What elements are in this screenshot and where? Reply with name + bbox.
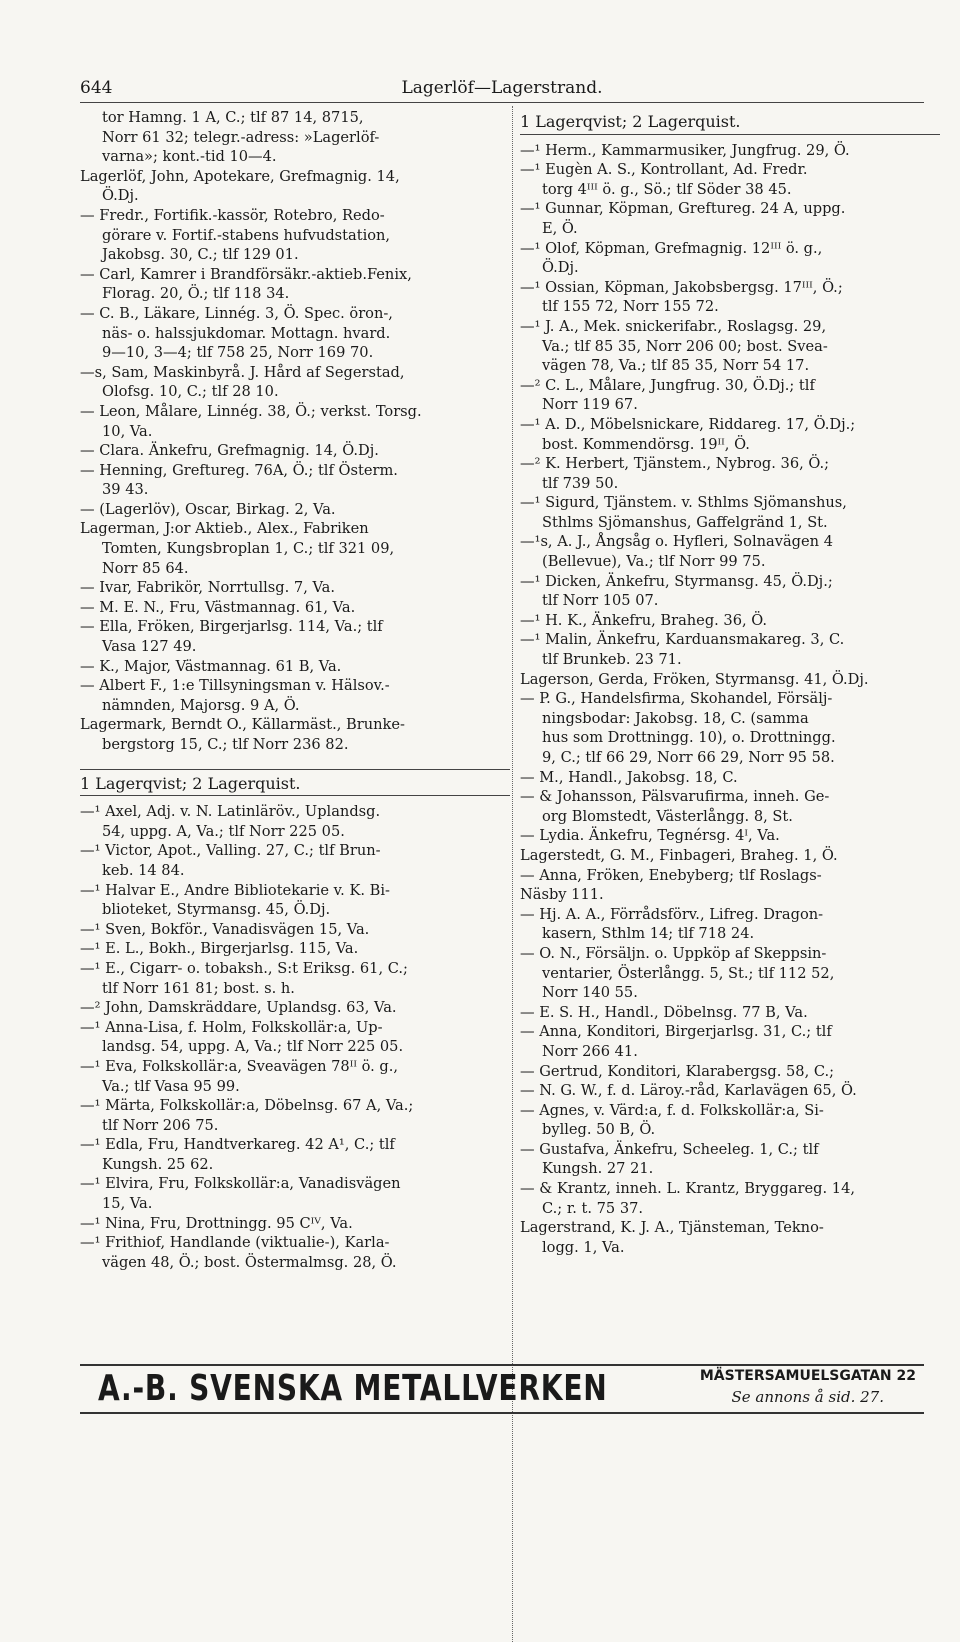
directory-entry-line: Tomten, Kungsbroplan 1, C.; tlf 321 09, [102,540,395,558]
directory-entry-line: —¹ Sven, Bokför., Vanadisvägen 15, Va. [80,920,370,938]
running-title: Lagerlöf—Lagerstrand. [401,78,603,98]
directory-entry-line: —¹ Ossian, Köpman, Jakobsbergsg. 17ᴵᴵᴵ, Ö.; [520,278,843,296]
directory-entry-line: Norr 140 55. [542,984,638,1002]
directory-entry-line: — (Lagerlöv), Oscar, Birkag. 2, Va. [80,500,336,518]
directory-entry-line: Ö.Dj. [542,259,579,277]
directory-entry-line: vägen 48, Ö.; bost. Östermalmsg. 28, Ö. [102,1253,397,1271]
directory-entry-line: Näsby 111. [520,886,604,904]
directory-entry-line: — E. S. H., Handl., Döbelnsg. 77 B, Va. [520,1003,808,1021]
directory-entry-line: ventarier, Österlångg. 5, St.; tlf 112 52, [542,964,835,982]
right-entry-list [520,141,940,1258]
directory-entry-line: — Fredr., Fortifik.-kassör, Rotebro, Redo- [80,206,385,224]
right-column [520,108,940,1257]
directory-entry-line: —¹ Sigurd, Tjänstem. v. Sthlms Sjömanshus, [520,494,847,512]
directory-entry-line: — N. G. W., f. d. Läroy.-råd, Karlavägen 65, Ö. [520,1082,857,1100]
directory-entry-line: —¹ J. A., Mek. snickerifabr., Roslagsg. 29, [520,317,827,335]
directory-entry-line: 10, Va. [102,422,153,440]
directory-entry-line: org Blomstedt, Västerlångg. 8, St. [542,807,793,825]
directory-entry-line: kasern, Sthlm 14; tlf 718 24. [542,925,755,943]
directory-entry-line: bylleg. 50 B, Ö. [542,1121,656,1139]
directory-entry-line: — M., Handl., Jakobsg. 18, C. [520,768,738,786]
directory-entry-line: —¹ Eva, Folkskollär:a, Sveavägen 78ᴵᴵ ö. g., [80,1057,399,1075]
directory-entry-line: Olofsg. 10, C.; tlf 28 10. [102,383,279,401]
directory-entry-line: —¹ Gunnar, Köpman, Greftureg. 24 A, uppg. [520,200,846,218]
directory-entry-line: logg. 1, Va. [542,1238,625,1256]
directory-entry-line: —¹ Nina, Fru, Drottningg. 95 Cᴵⱽ, Va. [80,1214,353,1232]
directory-entry-line: tor Hamng. 1 A, C.; tlf 87 14, 8715, [102,109,364,126]
directory-entry-line: — & Johansson, Pälsvarufirma, inneh. Ge- [520,788,830,806]
directory-entry-line: —² John, Damskräddare, Uplandsg. 63, Va. [80,999,397,1017]
directory-entry-line: Norr 85 64. [102,559,189,577]
directory-entry-line: — Henning, Greftureg. 76A, Ö.; tlf Österm. [80,461,398,479]
directory-entry-line: Florag. 20, Ö.; tlf 118 34. [102,285,290,303]
directory-entry-line: — K., Major, Västmannag. 61 B, Va. [80,657,342,675]
directory-entry-line: Norr 119 67. [542,396,638,414]
directory-entry-line: —² C. L., Målare, Jungfrug. 30, Ö.Dj.; tlf [520,376,815,394]
directory-entry-line: nämnden, Majorsg. 9 A, Ö. [102,696,300,714]
directory-entry-line: —¹ Elvira, Fru, Folkskollär:a, Vanadisvägen [80,1175,401,1193]
directory-entry-line: —¹ Märta, Folkskollär:a, Döbelnsg. 67 A, Va.; [80,1097,414,1115]
left-entry-list [80,108,510,755]
directory-entry-line: —¹ E., Cigarr- o. tobaksh., S:t Eriksg. 61, C.; [80,959,408,977]
directory-entry-line: blioteket, Styrmansg. 45, Ö.Dj. [102,901,331,919]
directory-entry-line: —¹ Halvar E., Andre Bibliotekarie v. K. Bi- [80,881,390,899]
directory-entry-line: — P. G., Handelsfirma, Skohandel, Försälj- [520,690,833,708]
directory-entry-line: — Gustafva, Änkefru, Scheeleg. 1, C.; tlf [520,1140,819,1158]
directory-entry-line: —¹ Eugèn A. S., Kontrollant, Ad. Fredr. [520,161,808,179]
directory-entry-line: —¹ A. D., Möbelsnickare, Riddareg. 17, Ö.Dj.; [520,415,856,433]
directory-entry-line: ningsbodar: Jakobsg. 18, C. (samma [542,709,809,727]
directory-entry-line: 9—10, 3—4; tlf 758 25, Norr 169 70. [102,344,374,362]
directory-entry-line: —¹ Victor, Apot., Valling. 27, C.; tlf Brun- [80,842,381,860]
directory-entry-line: Vasa 127 49. [102,638,197,656]
directory-entry-line: Lagerstrand, K. J. A., Tjänsteman, Tekno- [520,1219,824,1237]
directory-entry-line: — Lydia. Änkefru, Tegnérsg. 4ᴵ, Va. [520,827,780,845]
directory-entry-line: — Carl, Kamrer i Brandförsäkr.-aktieb.Fenix, [80,265,412,283]
ad-address: MÄSTERSAMUELSGATAN 22 [699,1368,916,1384]
directory-entry-line: Lagerson, Gerda, Fröken, Styrmansg. 41, Ö.Dj. [520,670,869,688]
directory-entry-line: Norr 61 32; telegr.-adress: »Lagerlöf- [102,128,380,146]
directory-entry-line: Va.; tlf Vasa 95 99. [102,1077,240,1095]
directory-entry-line: tlf 155 72, Norr 155 72. [542,298,719,316]
directory-entry-line: — C. B., Läkare, Linnég. 3, Ö. Spec. öron-, [80,304,393,322]
directory-entry-line: landsg. 54, uppg. A, Va.; tlf Norr 225 05. [102,1038,404,1056]
directory-entry-line: Lagerstedt, G. M., Finbageri, Braheg. 1, Ö. [520,846,838,864]
ad-reference-note: Se annons å sid. 27. [731,1388,884,1406]
right-section-heading: 1 Lagerqvist; 2 Lagerquist. [520,112,940,135]
directory-entry-line: C.; r. t. 75 37. [542,1199,644,1217]
directory-entry-line: — Hj. A. A., Förrådsförv., Lifreg. Dragon- [520,905,824,923]
directory-entry-line: —¹ Anna-Lisa, f. Holm, Folkskollär:a, Up- [80,1018,383,1036]
directory-entry-line: Lagermark, Berndt O., Källarmäst., Brunke- [80,716,405,734]
directory-entry-line: — O. N., Försäljn. o. Uppköp af Skeppsin- [520,944,827,962]
directory-entry-line: —¹ Malin, Änkefru, Karduansmakareg. 3, C. [520,631,845,649]
ad-company-name: A.-B. SVENSKA METALLVERKEN [98,1368,608,1409]
directory-entry-line: varna»; kont.-tid 10—4. [102,148,277,166]
directory-entry-line: —¹ Dicken, Änkefru, Styrmansg. 45, Ö.Dj.; [520,572,833,590]
page-number: 644 [80,78,113,98]
directory-entry-line: keb. 14 84. [102,861,185,879]
directory-entry-line: — Anna, Konditori, Birgerjarlsg. 31, C.; tlf [520,1023,832,1041]
directory-entry-line: — Leon, Målare, Linnég. 38, Ö.; verkst. Torsg. [80,402,422,420]
directory-entry-line: Kungsh. 25 62. [102,1155,214,1173]
directory-entry-line: — Albert F., 1:e Tillsyningsman v. Hälsov.- [80,677,390,695]
directory-entry-line: —s, Sam, Maskinbyrå. J. Hård af Segerstad, [80,363,405,381]
directory-entry-line: Norr 266 41. [542,1042,638,1060]
left-section-heading: 1 Lagerqvist; 2 Lagerquist. [80,769,510,797]
directory-entry-line: — Agnes, v. Värd:a, f. d. Folkskollär:a, Si- [520,1101,824,1119]
directory-entry-line: Lagerman, J:or Aktieb., Alex., Fabriken [80,520,369,538]
directory-entry-line: görare v. Fortif.-stabens hufvudstation, [102,226,391,244]
directory-entry-line: 54, uppg. A, Va.; tlf Norr 225 05. [102,822,345,840]
directory-entry-line: —¹ Frithiof, Handlande (viktualie-), Karla- [80,1234,390,1252]
directory-entry-line: —¹ Axel, Adj. v. N. Latinläröv., Uplandsg. [80,803,381,821]
directory-entry-line: näs- o. halssjukdomar. Mottagn. hvard. [102,324,391,342]
directory-entry-line: tlf Brunkeb. 23 71. [542,651,682,669]
directory-entry-line: vägen 78, Va.; tlf 85 35, Norr 54 17. [542,357,810,375]
directory-entry-line: —¹ H. K., Änkefru, Braheg. 36, Ö. [520,611,768,629]
directory-entry-line: — M. E. N., Fru, Västmannag. 61, Va. [80,598,356,616]
left-entry-list-2 [80,802,510,1272]
directory-entry-line: —¹ E. L., Bokh., Birgerjarlsg. 115, Va. [80,940,359,958]
directory-entry-line: — Gertrud, Konditori, Klarabergsg. 58, C.; [520,1062,835,1080]
directory-entry-line: Ö.Dj. [102,187,139,205]
directory-entry-line: 9, C.; tlf 66 29, Norr 66 29, Norr 95 58. [542,749,835,766]
directory-entry-line: —¹ Herm., Kammarmusiker, Jungfrug. 29, Ö. [520,141,850,159]
directory-entry-line: E, Ö. [542,219,578,237]
left-column [80,108,510,1272]
directory-entry-line: torg 4ᴵᴵᴵ ö. g., Sö.; tlf Söder 38 45. [542,180,792,198]
directory-entry-line: Lagerlöf, John, Apotekare, Grefmagnig. 14, [80,167,400,185]
directory-entry-line: — Anna, Fröken, Enebyberg; tlf Roslags- [520,866,822,884]
directory-entry-line: hus som Drottningg. 10), o. Drottningg. [542,729,836,747]
header-rule [80,102,924,103]
directory-entry-line: —¹ Edla, Fru, Handtverkareg. 42 A¹, C.; tlf [80,1136,395,1154]
directory-entry-line: tlf Norr 105 07. [542,592,659,610]
directory-entry-line: tlf 739 50. [542,474,619,492]
directory-entry-line: Va.; tlf 85 35, Norr 206 00; bost. Svea- [542,337,828,355]
directory-entry-line: —² K. Herbert, Tjänstem., Nybrog. 36, Ö.; [520,455,830,473]
directory-entry-line: (Bellevue), Va.; tlf Norr 99 75. [542,553,766,571]
directory-entry-line: —¹s, A. J., Ångsåg o. Hyfleri, Solnavägen 4 [520,533,833,551]
directory-entry-line: — Ivar, Fabrikör, Norrtullsg. 7, Va. [80,579,336,597]
directory-entry-line: Kungsh. 27 21. [542,1160,654,1178]
directory-entry-line: — Clara. Änkefru, Grefmagnig. 14, Ö.Dj. [80,442,379,460]
footer-advertisement [80,1364,924,1414]
directory-entry-line: — & Krantz, inneh. L. Krantz, Bryggareg. 14, [520,1180,856,1198]
directory-entry-line: — Ella, Fröken, Birgerjarlsg. 114, Va.; tlf [80,618,383,636]
directory-entry-line: Sthlms Sjömanshus, Gaffelgränd 1, St. [542,513,828,531]
directory-entry-line: 39 43. [102,481,149,499]
directory-entry-line: —¹ Olof, Köpman, Grefmagnig. 12ᴵᴵᴵ ö. g., [520,239,823,257]
page-header [80,78,924,102]
directory-entry-line: 15, Va. [102,1195,153,1213]
directory-entry-line: bergstorg 15, C.; tlf Norr 236 82. [102,736,349,753]
directory-entry-line: bost. Kommendörsg. 19ᴵᴵ, Ö. [542,435,750,453]
directory-entry-line: tlf Norr 161 81; bost. s. h. [102,979,295,997]
directory-entry-line: Jakobsg. 30, C.; tlf 129 01. [102,246,299,264]
directory-entry-line: tlf Norr 206 75. [102,1116,219,1134]
